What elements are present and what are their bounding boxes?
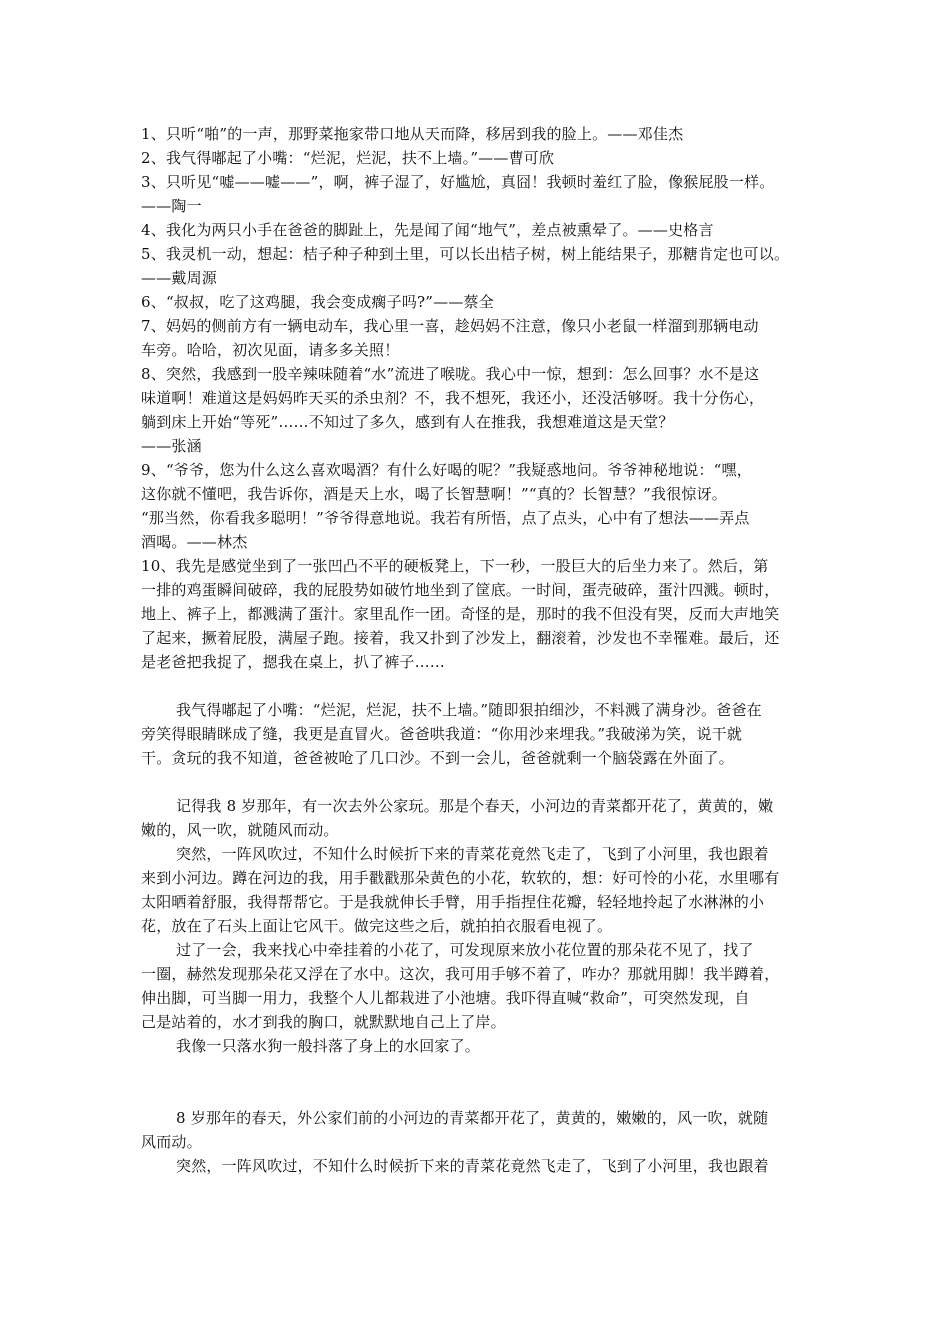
text-line: “那当然，你看我多聪明！”爷爷得意地说。我若有所悟，点了点头，心中有了想法——弄点 [141, 509, 750, 527]
text-line: 来到小河边。蹲在河边的我，用手戳戳那朵黄色的小花，软软的，想：好可怜的小花，水里哪有 [141, 869, 780, 887]
text-line: 味道啊！难道这是妈妈昨天买的杀虫剂？不，我不想死，我还小，还没活够呀。我十分伤心， [141, 389, 765, 407]
text-line: 1、只听“啪”的一声，那野菜拖家带口地从天而降，移居到我的脸上。——邓佳杰 [141, 125, 684, 143]
text-line: 旁笑得眼睛眯成了缝，我更是直冒火。爸爸哄我道：“你用沙来埋我。”我破涕为笑，说干就 [141, 725, 743, 743]
text-line: 我气得嘟起了小嘴：“烂泥，烂泥，扶不上墙。”随即狠拍细沙，不料溅了满身沙。爸爸在 [176, 701, 762, 719]
text-line: 花，放在了石头上面让它风干。做完这些之后，就拍拍衣服看电视了。 [141, 917, 613, 935]
paragraph-gap [141, 674, 820, 698]
text-line: 是老爸把我捉了，摁我在桌上，扒了裤子…… [141, 653, 446, 671]
paragraph-gap [141, 1082, 820, 1106]
text-line: 己是站着的，水才到我的胸口，就默默地自己上了岸。 [141, 1013, 506, 1031]
text-line: 一排的鸡蛋瞬间破碎，我的屁股势如破竹地坐到了筐底。一时间，蛋壳破碎，蛋汁四溅。顿时， [141, 581, 780, 599]
paragraph-gap [141, 1058, 820, 1082]
text-line: 这你就不懂吧，我告诉你，酒是天上水，喝了长智慧啊！”“真的？长智慧？”我很惊讶。 [141, 485, 728, 503]
text-line: 突然，一阵风吹过，不知什么时候折下来的青菜花竟然飞走了，飞到了小河里，我也跟着 [176, 1157, 769, 1175]
text-line: 3、只听见“嘘——嘘——”，啊，裤子湿了，好尴尬，真囧！我顿时羞红了脸，像猴屁股一样。 [141, 173, 775, 191]
text-line: 干。贪玩的我不知道，爸爸被呛了几口沙。不到一会儿，爸爸就剩一个脑袋露在外面了。 [141, 749, 734, 767]
text-line: ——陶一 [141, 197, 202, 215]
text-line: 7、妈妈的侧前方有一辆电动车，我心里一喜，趁妈妈不注意，像只小老鼠一样溜到那辆电动 [141, 317, 759, 335]
text-line: 酒喝。——林杰 [141, 533, 248, 551]
text-line: 2、我气得嘟起了小嘴：“烂泥，烂泥，扶不上墙。”——曹可欣 [141, 149, 555, 167]
text-line: 6、“叔叔，吃了这鸡腿，我会变成瘸子吗?”——蔡全 [141, 293, 494, 311]
text-line: 5、我灵机一动，想起：桔子种子种到土里，可以长出桔子树，树上能结果子，那糖肯定也可以。 [141, 245, 790, 263]
text-line: 地上、裤子上，都溅满了蛋汁。家里乱作一团。奇怪的是，那时的我不但没有哭，反而大声地笑 [141, 605, 780, 623]
text-line: 伸出脚，可当脚一用力，我整个人儿都栽进了小池塘。我吓得直喊“救命”，可突然发现，自 [141, 989, 750, 1007]
text-line: 突然，一阵风吹过，不知什么时候折下来的青菜花竟然飞走了，飞到了小河里，我也跟着 [176, 845, 769, 863]
text-line: 一圈，赫然发现那朵花又浮在了水中。这次，我可用手够不着了，咋办？那就用脚！我半蹲着， [141, 965, 780, 983]
text-line: 记得我 8 岁那年，有一次去外公家玩。那是个春天，小河边的青菜都开花了，黄黄的，嫩 [176, 797, 774, 815]
text-line: ——戴周源 [141, 269, 218, 287]
paragraph-gap [141, 770, 820, 794]
text-line: 躺到床上开始“等死”……不知过了多久，感到有人在推我，我想难道这是天堂？ [141, 413, 674, 431]
text-line: 过了一会，我来找心中牵挂着的小花了，可发现原来放小花位置的那朵花不见了，找了 [176, 941, 754, 959]
text-line: 车旁。哈哈，初次见面，请多多关照！ [141, 341, 400, 359]
text-line: 我像一只落水狗一般抖落了身上的水回家了。 [176, 1037, 481, 1055]
text-line: 太阳晒着舒服，我得帮帮它。于是我就伸长手臂，用手指捏住花瓣，轻轻地拎起了水淋淋的小 [141, 893, 765, 911]
text-line: 8 岁那年的春天，外公家们前的小河边的青菜都开花了，黄黄的，嫩嫩的，风一吹，就随 [176, 1109, 769, 1127]
text-line: 风而动。 [141, 1133, 202, 1151]
text-line: ——张涵 [141, 437, 202, 455]
text-line: 了起来，撅着屁股，满屋子跑。接着，我又扑到了沙发上，翻滚着，沙发也不幸罹难。最后，还 [141, 629, 780, 647]
text-line: 4、我化为两只小手在爸爸的脚趾上，先是闻了闻“地气”，差点被熏晕了。——史格言 [141, 221, 714, 239]
text-line: 嫩的，风一吹，就随风而动。 [141, 821, 339, 839]
text-line: 10、我先是感觉坐到了一张凹凸不平的硬板凳上，下一秒，一股巨大的后坐力来了。然后，第 [141, 557, 769, 575]
text-line: 9、“爷爷，您为什么这么喜欢喝酒？有什么好喝的呢？”我疑惑地问。爷爷神秘地说：“嘿， [141, 461, 752, 479]
text-line: 8、突然，我感到一股辛辣味随着“水”流进了喉咙。我心中一惊，想到：怎么回事？水不是这 [141, 365, 760, 383]
